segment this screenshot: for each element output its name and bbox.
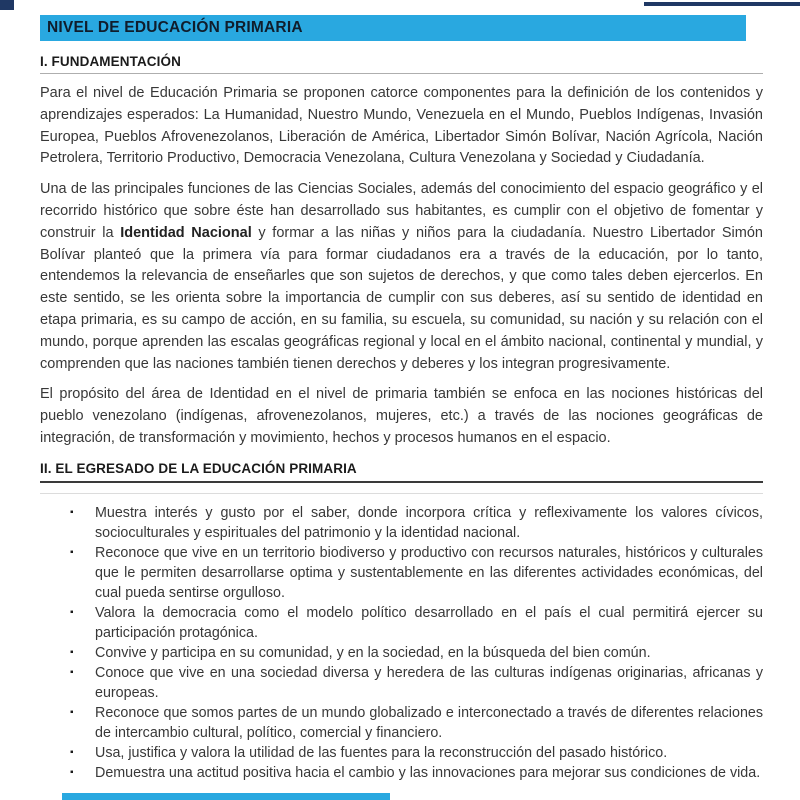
- section-title-bar: [40, 15, 746, 41]
- paragraph-identidad-nacional: [40, 179, 763, 375]
- list-item: [70, 743, 763, 763]
- square-bullet-icon: ▪: [70, 666, 74, 678]
- egresado-list: [40, 503, 763, 783]
- list-item-text: Reconoce que vive en un territorio biodiverso y productivo con recursos naturales, históricos y culturales que le permiten desarrollarse optima y sustentablemente en las diferentes actividades económicas, del cual pueda sentirse orgulloso.: [95, 544, 763, 601]
- document-page: [40, 15, 763, 783]
- square-bullet-icon: ▪: [70, 646, 74, 658]
- list-item: [70, 503, 763, 543]
- list-item-text: Usa, justifica y valora la utilidad de las fuentes para la reconstrucción del pasado histórico.: [95, 744, 668, 761]
- list-item-text: Muestra interés y gusto por el saber, donde incorpora crítica y reflexivamente los valores cívicos, socioculturales y espirituales del patrimonio y la identidad nacional.: [95, 504, 763, 541]
- list-item: [70, 543, 763, 603]
- corner-accent-block: [0, 0, 14, 10]
- list-item: [70, 703, 763, 743]
- list-item-text: Conoce que vive en una sociedad diversa y heredera de las culturas indígenas originarias, africanas y europeas.: [95, 664, 763, 701]
- heading-fundamentacion: I. FUNDAMENTACIÓN: [40, 54, 763, 74]
- list-item: [70, 763, 763, 783]
- page-title: NIVEL DE EDUCACIÓN PRIMARIA: [47, 19, 303, 36]
- paragraph-identidad-after: y formar a las niñas y niños para la ciudadanía. Nuestro Libertador Simón Bolívar planteó que la primera vía para formar ciudadanos era a través de la educación, por lo tanto, entendemos la relevancia de enseñarles que son sujetos de derechos, y que como tales deben ejercerlos. En este sentido, se les orienta sobre la importancia de cumplir con sus deberes, así su sentido de identidad en etapa primaria, es su campo de acción, en su familia, su escuela, su comunidad, su nación y su relación con el mundo, porque aprenden las escalas geográficas regional y local en el ámbito nacional, continental y mundial, y comprenden que las naciones también tienen derechos y deberes y los integran progresivamente.: [40, 224, 763, 372]
- list-item-text: Valora la democracia como el modelo político desarrollado en el país el cual permitirá ejercer su participación protagónica.: [95, 604, 763, 641]
- square-bullet-icon: ▪: [70, 546, 74, 558]
- list-item-text: Demuestra una actitud positiva hacia el cambio y las innovaciones para mejorar sus condiciones de vida.: [95, 764, 761, 781]
- square-bullet-icon: ▪: [70, 506, 74, 518]
- square-bullet-icon: ▪: [70, 606, 74, 618]
- list-item-text: Convive y participa en su comunidad, y en la sociedad, en la búsqueda del bien común.: [95, 644, 651, 661]
- paragraph-componentes: Para el nivel de Educación Primaria se proponen catorce componentes para la definición de los contenidos y aprendizajes esperados: La Humanidad, Nuestro Mundo, Venezuela en el Mundo, Pueblos Indígenas, Invasión Europea, Pueblos Afrovenezolanos, Liberación de América, Libertador Simón Bolívar, Nación Agrícola, Nación Petrolera, Territorio Productivo, Democracia Venezolana, Cultura Venezolana y Sociedad y Ciudadanía.: [40, 85, 763, 167]
- heading-egresado: II. EL EGRESADO DE LA EDUCACIÓN PRIMARIA: [40, 461, 763, 483]
- square-bullet-icon: ▪: [70, 766, 74, 778]
- next-section-bar-cutoff: [62, 793, 390, 800]
- top-right-rule: [644, 2, 800, 6]
- heading-egresado-subrule: [40, 493, 763, 494]
- list-item-text: Reconoce que somos partes de un mundo globalizado e interconectado a través de diferentes relaciones de intercambio cultural, político, comercial y financiero.: [95, 704, 763, 741]
- paragraph-proposito: El propósito del área de Identidad en el nivel de primaria también se enfoca en las nociones históricas del pueblo venezolano (indígenas, afrovenezolanos, mujeres, etc.) a través de las nociones geográficas de integración, de transformación y movimiento, hechos y procesos humanos en el espacio.: [40, 386, 763, 446]
- paragraph-identidad-before: Una de las principales funciones de las Ciencias Sociales, además del conocimiento del espacio geográfico y el recorrido histórico que sobre éste han desarrollado sus habitantes, es cumplir con el objetivo de fomentar y construir la: [40, 181, 763, 241]
- list-item: [70, 663, 763, 703]
- list-item: [70, 603, 763, 643]
- square-bullet-icon: ▪: [70, 706, 74, 718]
- list-item: [70, 643, 763, 663]
- identidad-nacional-bold-text: Identidad Nacional: [120, 224, 252, 241]
- square-bullet-icon: ▪: [70, 746, 74, 758]
